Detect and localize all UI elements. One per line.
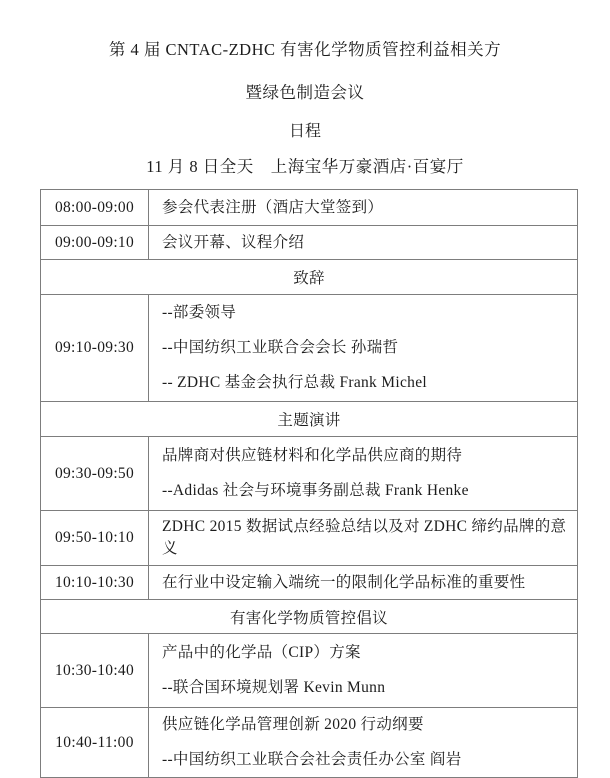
time-cell: 10:30-10:40 bbox=[41, 634, 149, 708]
section-title: 有害化学物质管控倡议 bbox=[41, 600, 578, 634]
agenda-line: --联合国环境规划署 Kevin Munn bbox=[162, 679, 386, 696]
table-row bbox=[41, 708, 578, 778]
desc-cell bbox=[149, 566, 578, 600]
agenda-line: 品牌商对供应链材料和化学品供应商的期待 bbox=[162, 447, 463, 464]
agenda-line: 在行业中设定输入端统一的限制化学品标准的重要性 bbox=[162, 573, 526, 591]
desc-cell bbox=[149, 511, 578, 566]
section-row bbox=[41, 600, 578, 634]
time-cell: 09:10-09:30 bbox=[41, 295, 149, 402]
page-title: 第 4 届 CNTAC-ZDHC 有害化学物质管控利益相关方 bbox=[108, 40, 502, 59]
section-title: 致辞 bbox=[41, 260, 578, 295]
desc-cell bbox=[149, 295, 578, 402]
agenda-line: --Adidas 社会与环境事务副总裁 Frank Henke bbox=[162, 482, 469, 499]
table-row bbox=[41, 190, 578, 226]
time-cell: 09:50-10:10 bbox=[41, 511, 149, 566]
page-header bbox=[0, 0, 610, 177]
agenda-line: --中国纺织工业联合会会长 孙瑞哲 bbox=[162, 339, 399, 356]
time-cell: 09:30-09:50 bbox=[41, 437, 149, 511]
agenda-line: ZDHC 2015 数据试点经验总结以及对 ZDHC 缔约品牌的意义 bbox=[162, 518, 567, 557]
agenda-line: -- ZDHC 基金会执行总裁 Frank Michel bbox=[162, 374, 427, 391]
agenda-line: 供应链化学品管理创新 2020 行动纲要 bbox=[162, 716, 424, 733]
table-row bbox=[41, 634, 578, 708]
page-title-line2: 暨绿色制造会议 bbox=[245, 83, 365, 102]
agenda-line: --部委领导 bbox=[162, 304, 237, 321]
agenda-line: 会议开幕、议程介绍 bbox=[162, 233, 305, 251]
time-cell: 09:00-09:10 bbox=[41, 226, 149, 260]
section-title: 主题演讲 bbox=[41, 402, 578, 437]
table-row bbox=[41, 566, 578, 600]
desc-cell bbox=[149, 190, 578, 226]
table-row bbox=[41, 295, 578, 402]
section-row bbox=[41, 402, 578, 437]
table-row bbox=[41, 511, 578, 566]
agenda-line: --中国纺织工业联合会社会责任办公室 阎岩 bbox=[162, 751, 462, 768]
desc-cell bbox=[149, 226, 578, 260]
agenda-line: 产品中的化学品（CIP）方案 bbox=[162, 644, 361, 661]
date-venue: 11 月 8 日全天 上海宝华万豪酒店·百宴厅 bbox=[146, 157, 464, 176]
time-cell: 08:00-09:00 bbox=[41, 190, 149, 226]
section-row bbox=[41, 260, 578, 295]
table-row bbox=[41, 437, 578, 511]
desc-cell bbox=[149, 708, 578, 778]
agenda-line: 参会代表注册（酒店大堂签到） bbox=[162, 198, 384, 216]
desc-cell bbox=[149, 437, 578, 511]
schedule-label: 日程 bbox=[288, 123, 321, 140]
time-cell: 10:10-10:30 bbox=[41, 566, 149, 600]
time-cell: 10:40-11:00 bbox=[41, 708, 149, 778]
agenda-table bbox=[40, 189, 578, 778]
desc-cell bbox=[149, 634, 578, 708]
table-row bbox=[41, 226, 578, 260]
